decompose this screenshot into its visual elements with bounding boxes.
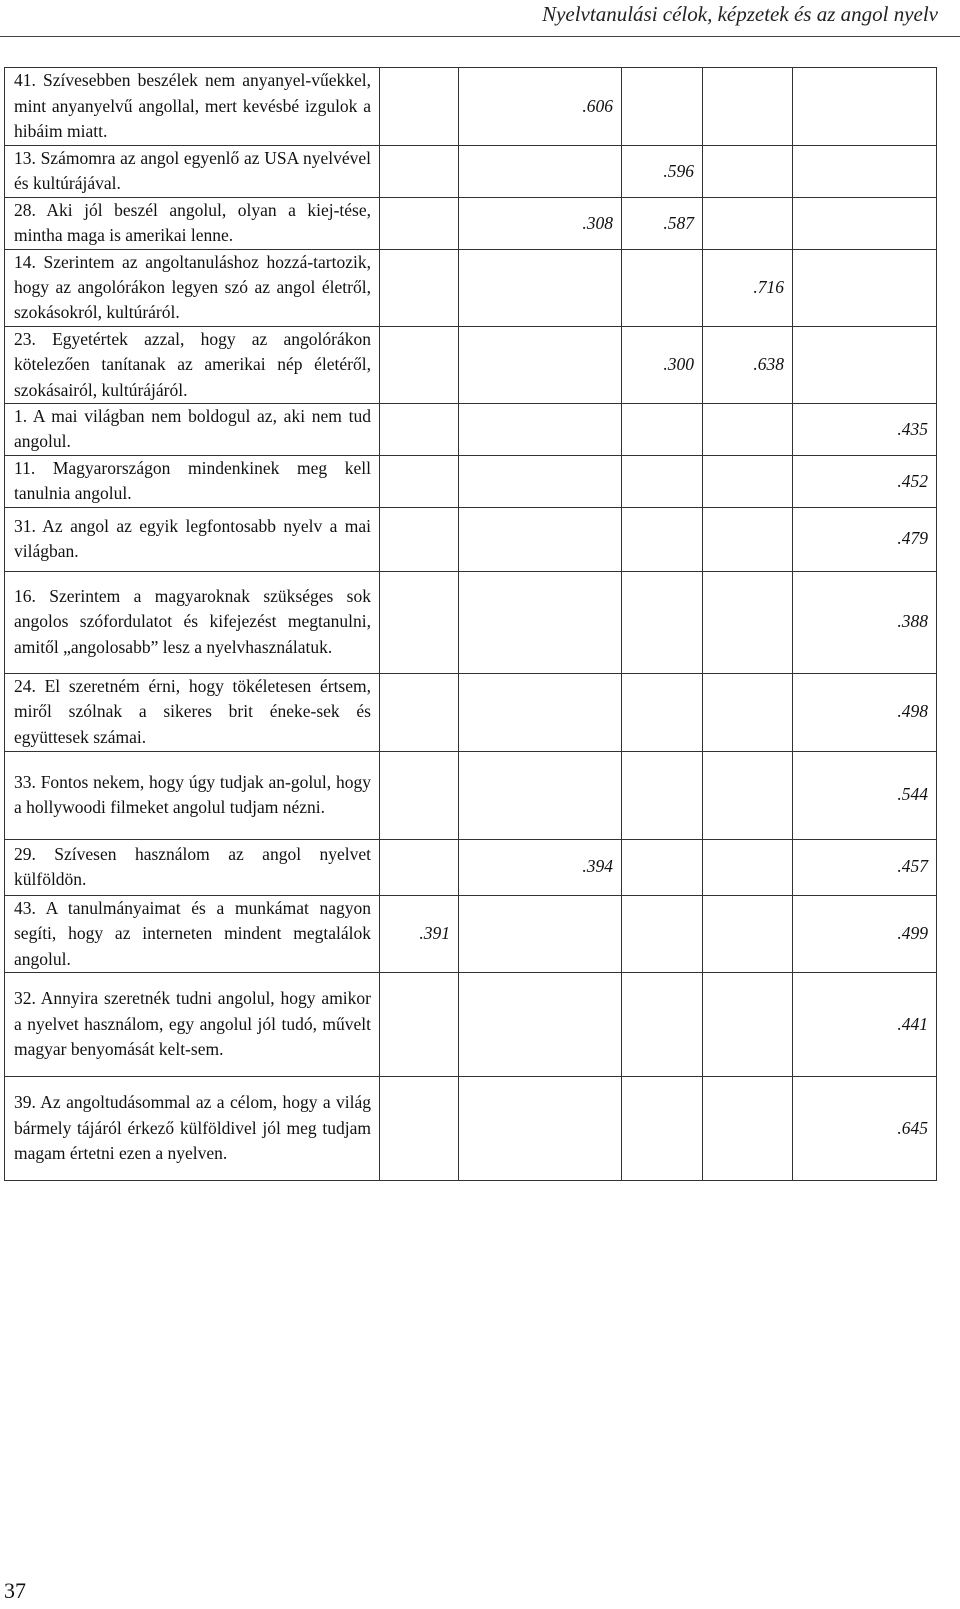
table-row — [5, 571, 937, 673]
item-text-cell: 11. Magyarországon mindenkinek meg kell tanulnia angolul. — [5, 455, 380, 507]
table-row — [5, 895, 937, 972]
table-body — [5, 68, 937, 1181]
loading-cell-factor-4: .716 — [703, 249, 793, 326]
loading-cell-factor-4 — [703, 571, 793, 673]
loading-cell-factor-5: .479 — [793, 507, 937, 571]
loading-cell-factor-3: .596 — [622, 146, 703, 198]
loading-cell-factor-3 — [622, 455, 703, 507]
page-number: 37 — [4, 1578, 26, 1603]
loading-cell-factor-4 — [703, 455, 793, 507]
item-text-cell: 31. Az angol az egyik legfontosabb nyelv a mai világban. — [5, 507, 380, 571]
loading-cell-factor-1 — [380, 326, 459, 403]
loading-cell-factor-5: .498 — [793, 673, 937, 751]
item-text-cell: 1. A mai világban nem boldogul az, aki nem tud angolul. — [5, 404, 380, 456]
loading-cell-factor-5 — [793, 249, 937, 326]
loading-cell-factor-4 — [703, 751, 793, 839]
loading-cell-factor-1 — [380, 146, 459, 198]
loading-cell-factor-2 — [459, 571, 622, 673]
loading-cell-factor-1: .391 — [380, 895, 459, 972]
loading-cell-factor-5: .457 — [793, 839, 937, 895]
loading-cell-factor-1 — [380, 68, 459, 146]
loading-cell-factor-1 — [380, 1076, 459, 1180]
loading-cell-factor-2 — [459, 146, 622, 198]
table-row — [5, 146, 937, 198]
table-row — [5, 751, 937, 839]
loading-cell-factor-3 — [622, 839, 703, 895]
loading-cell-factor-2: .308 — [459, 197, 622, 249]
loading-cell-factor-1 — [380, 249, 459, 326]
loading-cell-factor-4 — [703, 1076, 793, 1180]
item-text-cell: 23. Egyetértek azzal, hogy az angolórákon kötelezően tanítanak az amerikai nép életéről, szokásairól, kultúrájáról. — [5, 326, 380, 403]
loading-cell-factor-3: .587 — [622, 197, 703, 249]
loading-cell-factor-2 — [459, 972, 622, 1076]
loading-cell-factor-2 — [459, 1076, 622, 1180]
loading-cell-factor-2 — [459, 404, 622, 456]
table-row — [5, 1076, 937, 1180]
item-text-cell: 33. Fontos nekem, hogy úgy tudjak an-golul, hogy a hollywoodi filmeket angolul tudjam nézni. — [5, 751, 380, 839]
table-row — [5, 972, 937, 1076]
loading-cell-factor-4 — [703, 972, 793, 1076]
loading-cell-factor-4 — [703, 68, 793, 146]
factor-loading-table-wrapper — [4, 67, 936, 1181]
loading-cell-factor-5: .441 — [793, 972, 937, 1076]
item-text-cell: 29. Szívesen használom az angol nyelvet külföldön. — [5, 839, 380, 895]
item-text-cell: 43. A tanulmányaimat és a munkámat nagyon segíti, hogy az interneten mindent megtalálok angolul. — [5, 895, 380, 972]
loading-cell-factor-4 — [703, 839, 793, 895]
loading-cell-factor-3: .300 — [622, 326, 703, 403]
loading-cell-factor-4 — [703, 895, 793, 972]
table-row — [5, 197, 937, 249]
running-header: Nyelvtanulási célok, képzetek és az angol nyelv — [542, 2, 938, 26]
loading-cell-factor-3 — [622, 673, 703, 751]
loading-cell-factor-5 — [793, 197, 937, 249]
table-row — [5, 326, 937, 403]
table-row — [5, 455, 937, 507]
factor-loading-table — [4, 67, 937, 1181]
item-text-cell: 24. El szeretném érni, hogy tökéletesen értsem, miről szólnak a sikeres brit éneke-sek és együttesek számai. — [5, 673, 380, 751]
loading-cell-factor-1 — [380, 751, 459, 839]
loading-cell-factor-2 — [459, 455, 622, 507]
loading-cell-factor-5: .435 — [793, 404, 937, 456]
loading-cell-factor-3 — [622, 972, 703, 1076]
loading-cell-factor-2 — [459, 326, 622, 403]
loading-cell-factor-4 — [703, 197, 793, 249]
item-text-cell: 13. Számomra az angol egyenlő az USA nyelvével és kultúrájával. — [5, 146, 380, 198]
item-text-cell: 32. Annyira szeretnék tudni angolul, hogy amikor a nyelvet használom, egy angolul jól tudó, művelt magyar benyomását kelt-sem. — [5, 972, 380, 1076]
loading-cell-factor-1 — [380, 972, 459, 1076]
loading-cell-factor-3 — [622, 1076, 703, 1180]
loading-cell-factor-3 — [622, 751, 703, 839]
loading-cell-factor-4 — [703, 404, 793, 456]
table-row — [5, 249, 937, 326]
loading-cell-factor-1 — [380, 197, 459, 249]
loading-cell-factor-3 — [622, 68, 703, 146]
loading-cell-factor-1 — [380, 455, 459, 507]
loading-cell-factor-3 — [622, 404, 703, 456]
loading-cell-factor-2 — [459, 249, 622, 326]
loading-cell-factor-5 — [793, 326, 937, 403]
table-row — [5, 673, 937, 751]
item-text-cell: 39. Az angoltudásommal az a célom, hogy a világ bármely tájáról érkező külföldivel jól meg tudjam magam értetni ezen a nyelven. — [5, 1076, 380, 1180]
item-text-cell: 14. Szerintem az angoltanuláshoz hozzá-tartozik, hogy az angolórákon legyen szó az angol életről, szokásokról, kultúráról. — [5, 249, 380, 326]
loading-cell-factor-1 — [380, 571, 459, 673]
loading-cell-factor-2 — [459, 895, 622, 972]
table-row — [5, 68, 937, 146]
loading-cell-factor-5: .499 — [793, 895, 937, 972]
loading-cell-factor-4 — [703, 673, 793, 751]
table-row — [5, 839, 937, 895]
table-row — [5, 404, 937, 456]
loading-cell-factor-5: .388 — [793, 571, 937, 673]
item-text-cell: 28. Aki jól beszél angolul, olyan a kiej-tése, mintha maga is amerikai lenne. — [5, 197, 380, 249]
loading-cell-factor-5: .645 — [793, 1076, 937, 1180]
loading-cell-factor-5 — [793, 146, 937, 198]
loading-cell-factor-4 — [703, 146, 793, 198]
loading-cell-factor-3 — [622, 507, 703, 571]
loading-cell-factor-2 — [459, 751, 622, 839]
loading-cell-factor-2: .606 — [459, 68, 622, 146]
loading-cell-factor-3 — [622, 571, 703, 673]
loading-cell-factor-5: .544 — [793, 751, 937, 839]
loading-cell-factor-1 — [380, 404, 459, 456]
loading-cell-factor-1 — [380, 507, 459, 571]
loading-cell-factor-4 — [703, 507, 793, 571]
loading-cell-factor-5: .452 — [793, 455, 937, 507]
loading-cell-factor-3 — [622, 249, 703, 326]
loading-cell-factor-5 — [793, 68, 937, 146]
loading-cell-factor-1 — [380, 673, 459, 751]
loading-cell-factor-2: .394 — [459, 839, 622, 895]
item-text-cell: 41. Szívesebben beszélek nem anyanyel-vűekkel, mint anyanyelvű angollal, mert kevésbé izgulok a hibáim miatt. — [5, 68, 380, 146]
loading-cell-factor-1 — [380, 839, 459, 895]
loading-cell-factor-2 — [459, 507, 622, 571]
loading-cell-factor-4: .638 — [703, 326, 793, 403]
loading-cell-factor-3 — [622, 895, 703, 972]
header-rule — [0, 36, 960, 37]
item-text-cell: 16. Szerintem a magyaroknak szükséges sok angolos szófordulatot és kifejezést megtanulni, amitől „angolosabb” lesz a nyelvhasználatuk. — [5, 571, 380, 673]
loading-cell-factor-2 — [459, 673, 622, 751]
table-row — [5, 507, 937, 571]
